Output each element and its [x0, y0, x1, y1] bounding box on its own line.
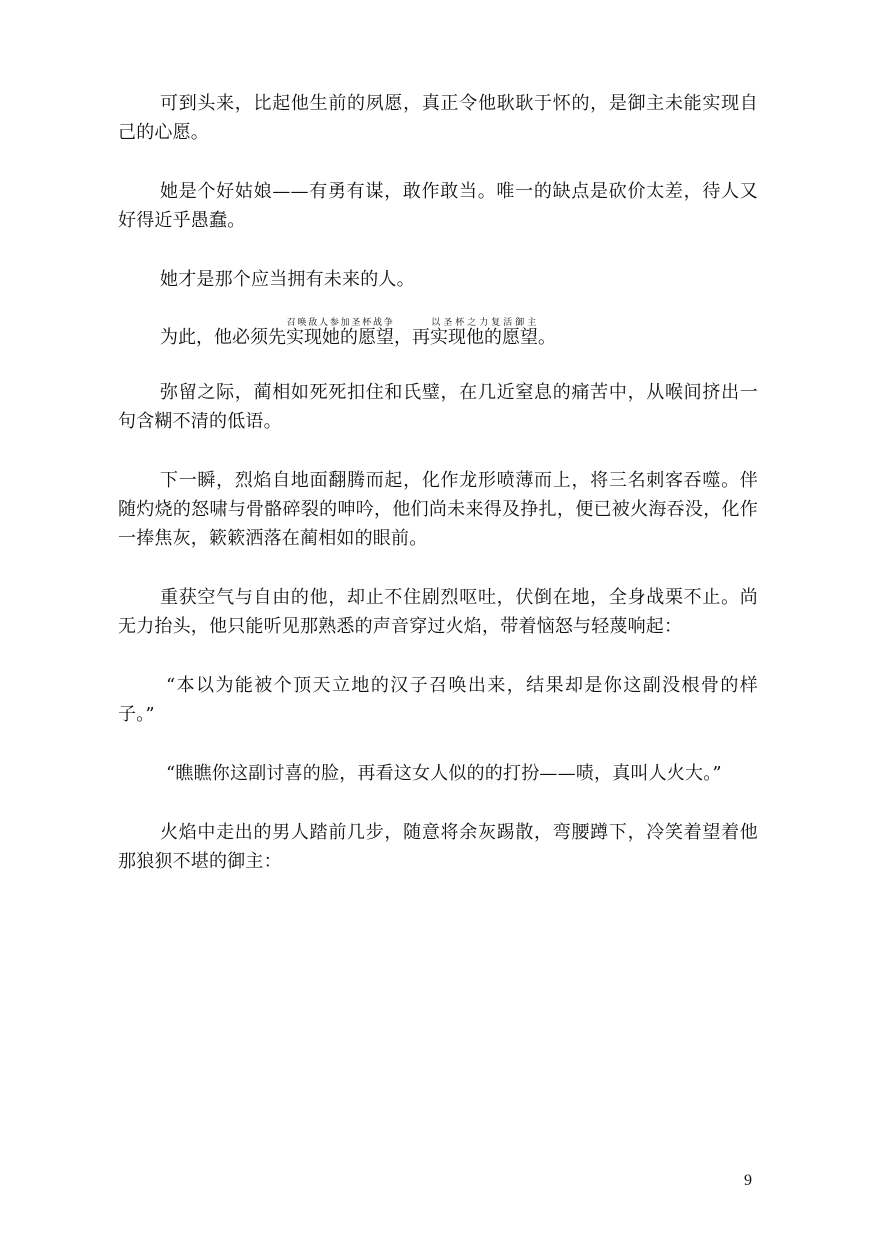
- ruby-phrase-1: [286, 318, 394, 348]
- paragraph-5: 弥留之际，蔺相如死死扣住和氏璧，在几近窒息的痛苦中，从喉间挤出一句含糊不清的低语。: [118, 382, 758, 432]
- paragraph-6: 下一瞬，烈焰自地面翻腾而起，化作龙形喷薄而上，将三名刺客吞噬。伴随灼烧的怒啸与骨骼碎裂的呻吟，他们尚未来得及挣扎，便已被火海吞没，化作一捧焦灰，簌簌洒落在蔺相如的眼前。: [118, 470, 758, 549]
- paragraph-ruby: [160, 318, 556, 352]
- paragraph-2: 她是个好姑娘——有勇有谋，敢作敢当。唯一的缺点是砍价太差，待人又好得近乎愚蠢。: [118, 181, 758, 231]
- page-number: 9: [744, 1172, 752, 1189]
- ruby-prefix: 为此，他必须先: [160, 327, 286, 348]
- paragraph-7: 重获空气与自由的他，却止不住剧烈呕吐，伏倒在地，全身战栗不止。尚无力抬头，他只能听见那熟悉的声音穿过火焰，带着恼怒与轻蔑响起：: [118, 587, 758, 637]
- paragraph-8: “本以为能被个顶天立地的汉子召唤出来，结果却是你这副没根骨的样子。”: [118, 675, 758, 725]
- ruby-base-1: 实现她的愿望: [286, 327, 394, 348]
- paragraph-9: “瞧瞧你这副讨喜的脸，再看这女人似的的打扮——啧，真叫人火大。”: [166, 763, 722, 784]
- ruby-annotation-1: 召唤敌人参加圣杯战争: [286, 318, 394, 328]
- paragraph-3: 她才是那个应当拥有未来的人。: [160, 269, 415, 290]
- ruby-annotation-2: 以圣杯之力复活御主: [430, 318, 538, 328]
- ruby-suffix: 。: [538, 327, 556, 348]
- paragraph-10: 火焰中走出的男人踏前几步，随意将余灰踢散，弯腰蹲下，冷笑着望着他那狼狈不堪的御主：: [118, 822, 758, 872]
- paragraph-1: 可到头来，比起他生前的夙愿，真正令他耿耿于怀的，是御主未能实现自己的心愿。: [118, 93, 758, 143]
- ruby-base-2: 实现他的愿望: [430, 327, 538, 348]
- ruby-middle: ，再: [394, 327, 430, 348]
- ruby-phrase-2: [430, 318, 538, 348]
